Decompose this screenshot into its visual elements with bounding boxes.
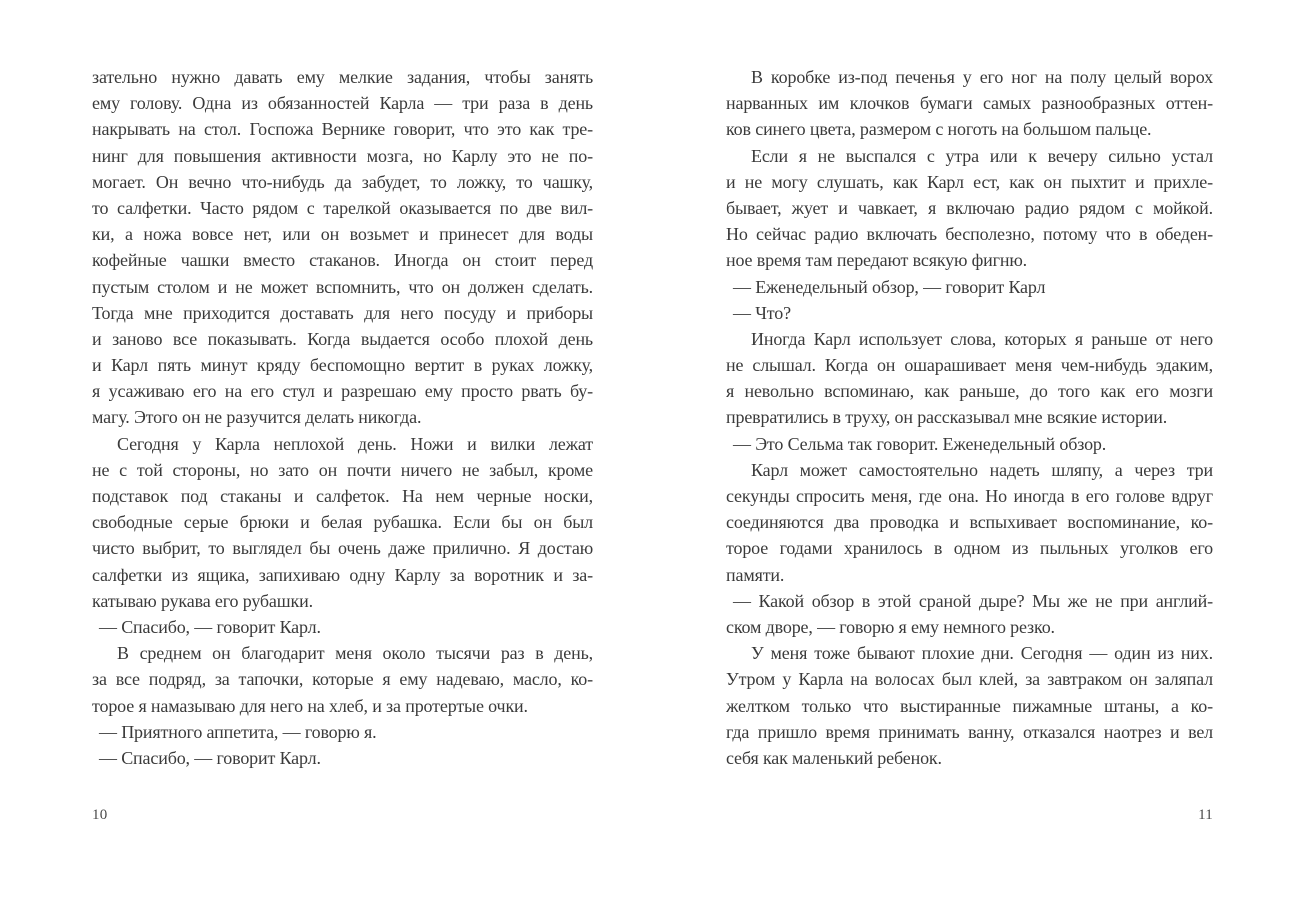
text-line: — Какой обзор в этой сраной дыре? Мы же не при англий- [733,590,1213,611]
text-line: то салфетки. Часто рядом с тарелкой оказывается по две вил- [92,197,593,218]
text-line: — Что? [733,302,791,323]
text-line: не слышал. Когда он ошарашивает меня чем-нибудь эдаким, [726,355,1213,376]
text-line: — Это Сельма так говорит. Еженедельный обзор. [733,433,1107,454]
text-line: ков синего цвета, размером с ноготь на большом пальце. [726,119,1152,140]
right-page [726,64,1213,771]
text-line: В среднем он благодарит меня около тысячи раз в день, [117,643,593,664]
text-line: нарванных им клочков бумаги самых разнообразных оттен- [726,93,1213,114]
text-line: соединяются два проводка и вспыхивает воспоминание, ко- [726,512,1213,533]
text-line: — Спасибо, — говорит Карл. [99,747,321,768]
text-line: У меня тоже бывают плохие дни. Сегодня — один из них. [751,643,1213,664]
right-page-number: 11 [1198,807,1213,823]
text-line: ное время там передают всякую фигню. [726,250,1028,271]
text-line: Иногда Карл использует слова, которых я раньше от него [751,328,1213,349]
text-line: свободные серые брюки и белая рубашка. Если бы он был [92,512,593,533]
text-line: салфетки из ящика, запихиваю одну Карлу за воротник и за- [92,564,593,585]
text-line: чисто выбрит, то выглядел бы очень даже прилично. Я достаю [92,538,593,559]
text-line: нинг для повышения активности мозга, но Карлу это не по- [92,145,593,166]
text-line: магу. Этого он не разучится делать никогда. [92,407,422,428]
left-page [92,64,593,771]
text-line: Карл может самостоятельно надеть шляпу, а через три [751,459,1213,480]
text-line: я усаживаю его на его стул и разрешаю ему просто рвать бу- [92,381,593,402]
text-line: гда пришло время принимать ванну, отказался наотрез и вел [726,721,1213,742]
text-line: и не могу слушать, как Карл ест, как он пыхтит и прихле- [726,171,1213,192]
text-line: Утром у Карла на волосах был клей, за завтраком он заляпал [726,669,1213,690]
text-line: катываю рукава его рубашки. [92,590,313,611]
text-line: Тогда мне приходится доставать для него посуду и приборы [92,302,593,323]
text-line: за все подряд, за тапочки, которые я ему надеваю, масло, ко- [92,669,593,690]
left-page-number: 10 [92,807,108,823]
text-line: зательно нужно давать ему мелкие задания, чтобы занять [92,67,593,87]
text-line: не с той стороны, но зато он почти ничего не забыл, кроме [92,459,593,480]
text-line: торое я намазываю для него на хлеб, и за протертые очки. [92,695,528,716]
text-line: — Еженедельный обзор, — говорит Карл [733,276,1046,297]
text-line: ки, а ножа вовсе нет, или он возьмет и принесет для воды [92,224,593,245]
text-line: Сегодня у Карла неплохой день. Ножи и вилки лежат [117,433,593,454]
text-line: кофейные чашки вместо стаканов. Иногда он стоит перед [92,250,593,271]
text-line: пустым столом и не может вспомнить, что он должен сделать. [92,276,593,297]
text-line: могает. Он вечно что-нибудь да забудет, то ложку, то чашку, [92,171,593,192]
left-page-lines [92,64,593,771]
text-line: Если я не выспался с утра или к вечеру сильно устал [751,145,1213,166]
text-line: превратились в труху, он рассказывал мне всякие истории. [726,407,1168,428]
text-line: накрывать на стол. Госпожа Вернике говорит, что это как тре- [92,119,593,140]
text-line: себя как маленький ребенок. [726,747,942,768]
text-line: подставок под стаканы и салфеток. На нем черные носки, [92,486,593,506]
text-line: бывает, жует и чавкает, я включаю радио рядом с мойкой. [726,197,1213,218]
text-line: ском дворе, — говорю я ему немного резко. [726,616,1055,637]
text-line: торое годами хранилось в одном из пыльных уголков его [726,538,1213,559]
text-line: и Карл пять минут кряду беспомощно вертит в руках ложку, [92,355,593,376]
right-page-lines [726,64,1213,771]
text-line: секунды спросить меня, где она. Но иногда в его голове вдруг [726,486,1213,506]
text-line: памяти. [726,564,785,585]
text-line: — Приятного аппетита, — говорю я. [99,721,377,742]
text-line: Но сейчас радио включать бесполезно, потому что в обеден- [726,224,1213,245]
text-line: ему голову. Одна из обязанностей Карла — три раза в день [92,93,593,114]
text-line: желтком только что выстиранные пижамные штаны, а ко- [726,695,1213,716]
text-line: я невольно вспоминаю, как раньше, до того как его мозги [726,381,1213,402]
text-line: В коробке из-под печенья у его ног на полу целый ворох [751,67,1213,87]
text-line: и заново все показывать. Когда выдается особо плохой день [92,328,593,349]
text-line: — Спасибо, — говорит Карл. [99,616,321,637]
